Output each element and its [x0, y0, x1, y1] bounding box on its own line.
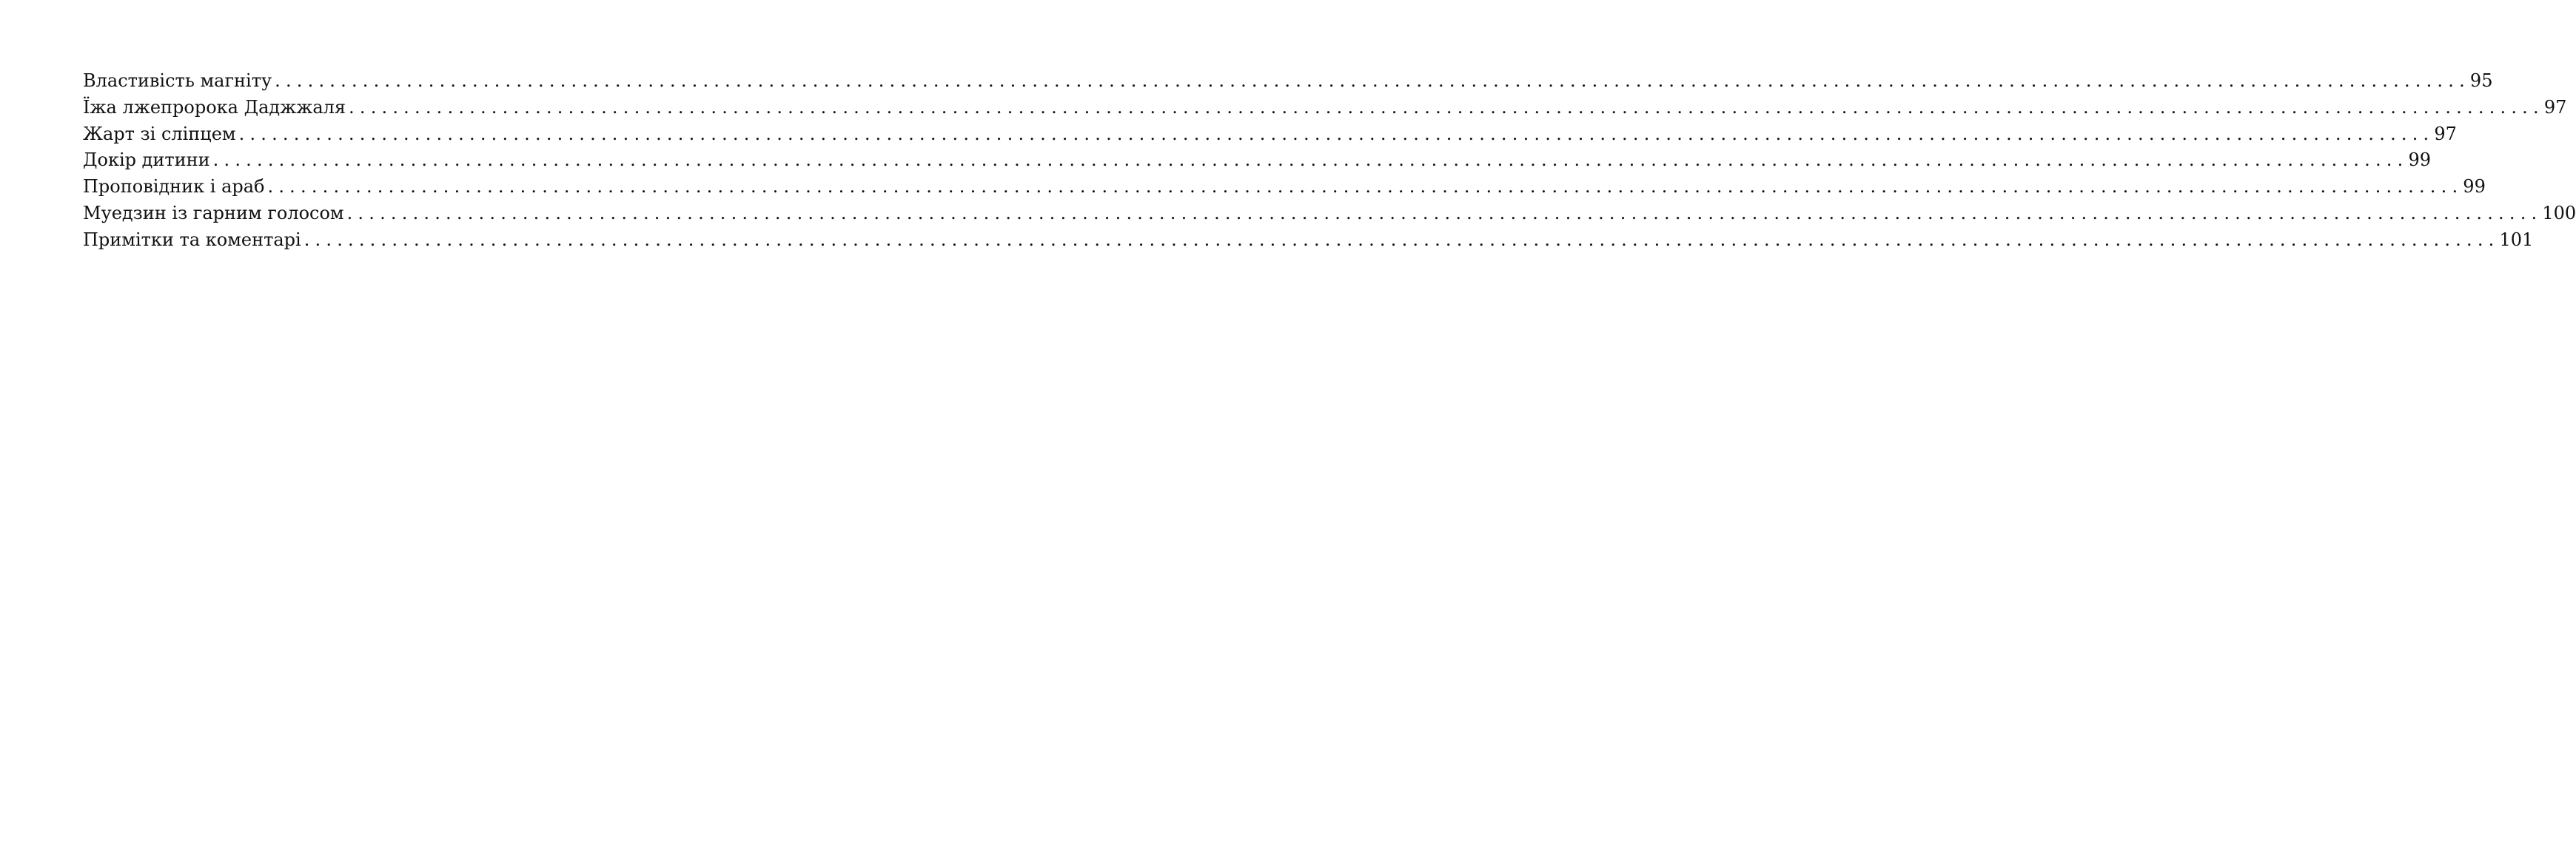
toc-dot-leader: ........................................................................................................................................................................................................: [267, 176, 2463, 198]
toc-entry: [83, 147, 2431, 174]
toc-entry-page: 95: [2469, 70, 2493, 91]
toc-entry: [83, 95, 2567, 121]
toc-entry-title: Властивість магніту: [83, 70, 272, 91]
table-of-contents: [83, 68, 2576, 254]
toc-dot-leader: ........................................................................................................................................................................................................: [303, 229, 2500, 250]
toc-dot-leader: ........................................................................................................................................................................................................: [346, 202, 2543, 223]
toc-entry-page: 97: [2434, 123, 2457, 144]
toc-entry-title: Жарт зі сліпцем: [83, 123, 236, 144]
toc-entry: [83, 201, 2576, 227]
toc-entry-page: 99: [2463, 176, 2486, 198]
toc-entry: [83, 121, 2457, 148]
toc-entry-page: 100: [2542, 202, 2576, 223]
toc-dot-leader: ........................................................................................................................................................................................................: [275, 70, 2470, 91]
toc-entry: [83, 174, 2486, 201]
toc-entry-title: Проповідник і араб: [83, 176, 265, 198]
toc-entry: [83, 68, 2493, 95]
toc-entry-page: 99: [2408, 149, 2431, 171]
toc-entry-title: Муедзин із гарним голосом: [83, 202, 344, 223]
toc-entry-title: Примітки та коментарі: [83, 229, 301, 250]
toc-entry-page: 101: [2499, 229, 2534, 250]
toc-entry-page: 97: [2543, 96, 2567, 118]
toc-dot-leader: ........................................................................................................................................................................................................: [238, 123, 2435, 144]
toc-dot-leader: ........................................................................................................................................................................................................: [349, 96, 2544, 118]
toc-entry: [83, 227, 2534, 254]
toc-entry-title: Їжа лжепророка Даджжаля: [83, 96, 346, 118]
toc-entry-title: Докір дитини: [83, 149, 210, 171]
toc-dot-leader: ........................................................................................................................................................................................................: [212, 149, 2409, 171]
